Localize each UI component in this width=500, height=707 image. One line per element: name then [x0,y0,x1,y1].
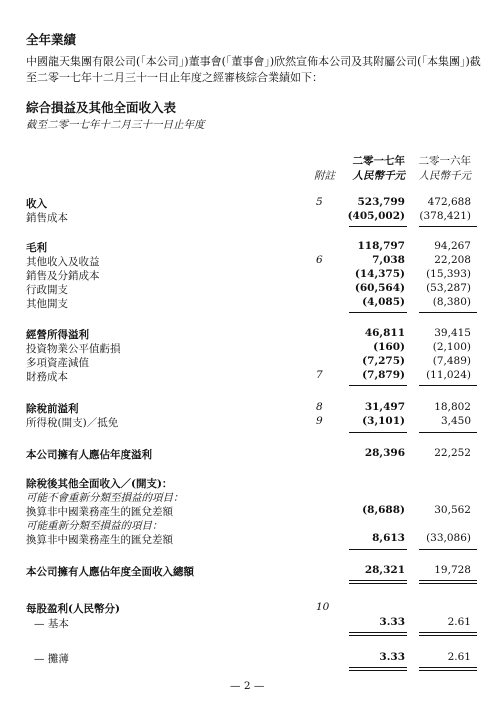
value-2016: 30,562 [434,504,471,516]
row-note: 6 [316,254,323,266]
section-heading: 全年業績 [26,32,77,47]
value-2016: (33,086) [426,532,471,544]
total-rule [349,670,407,671]
value-2017: (7,275) [362,355,405,367]
value-2017: 46,811 [364,327,405,339]
row-label: 除稅後其他全面收入／(開支)： [26,478,173,490]
value-2016: 19,728 [434,564,471,576]
row-label: 換算非中國業務產生的匯兌差額 [26,506,173,518]
value-2017: 523,799 [357,196,405,208]
row-label: 財務成本 [26,371,68,383]
value-2016: 39,415 [434,327,471,339]
total-rule [349,583,407,584]
row-label: 銷售成本 [26,212,68,224]
value-2017: 3.33 [379,651,405,663]
total-rule [419,635,477,636]
subtotal-rule [349,226,407,227]
value-2017: (160) [373,341,405,353]
row-label: 多項資產減值 [26,357,89,369]
header-note: 附註 [314,170,335,182]
value-2016: 94,267 [434,240,471,252]
value-2017: 28,321 [364,564,405,576]
value-2017: (8,688) [362,504,405,516]
row-label: 換算非中國業務產生的匯兌差額 [26,534,173,546]
total-rule [419,632,477,633]
value-2017: (14,375) [354,268,405,280]
row-label: 可能不會重新分類至損益的項目： [26,492,184,504]
header-year-2016: 二零一六年 [418,155,471,167]
subtotal-rule [349,432,407,433]
row-label: 收入 [26,198,47,210]
row-label: 投資物業公平值虧損 [26,343,121,355]
row-label: 本公司擁有人應佔年度全面收入總額 [26,566,194,578]
value-2016: 2.61 [447,616,471,628]
value-2017: (7,879) [362,369,405,381]
row-label: 銷售及分銷成本 [26,270,100,282]
value-2017: 7,038 [372,254,405,266]
value-2017: (60,564) [354,282,405,294]
value-2017: 118,797 [357,240,405,252]
row-label: — 基本 [34,618,69,630]
value-2017: 31,497 [364,401,405,413]
row-note: 7 [316,369,323,381]
value-2017: (3,101) [362,415,405,427]
value-2016: (2,100) [432,341,471,353]
subtotal-rule [419,432,477,433]
row-note: 8 [316,401,323,413]
row-note: 5 [316,196,323,208]
subtotal-rule [349,385,407,386]
value-2016: (11,024) [426,369,471,381]
row-label: 本公司擁有人應佔年度溢利 [26,449,152,461]
value-2016: 2.61 [447,651,471,663]
value-2016: (8,380) [432,296,471,308]
total-rule [349,667,407,668]
total-rule [349,635,407,636]
row-label: 其他收入及收益 [26,256,100,268]
total-rule [349,580,407,581]
value-2016: (53,287) [426,282,471,294]
value-2017: 3.33 [379,616,405,628]
row-label: 每股盈利(人民幣分) [26,603,120,615]
value-2017: (405,002) [347,210,405,222]
subtotal-rule [419,549,477,550]
total-rule [419,670,477,671]
value-2016: 18,802 [434,401,471,413]
subtotal-rule [419,226,477,227]
row-note: 10 [316,601,330,613]
total-rule [349,632,407,633]
value-2016: (378,421) [419,210,471,222]
value-2016: 3,450 [440,415,471,427]
total-rule [419,583,477,584]
header-unit-2016: 人民幣千元 [418,170,471,182]
subtotal-rule [419,385,477,386]
header-year-2017: 二零一七年 [352,155,405,167]
value-2017: (4,085) [362,296,405,308]
row-label: 毛利 [26,242,47,254]
row-label: 行政開支 [26,284,68,296]
subtotal-rule [349,549,407,550]
header-unit-2017: 人民幣千元 [352,170,405,182]
statement-title: 綜合損益及其他全面收入表 [26,100,177,115]
subtotal-rule [419,312,477,313]
value-2016: 472,688 [427,196,471,208]
subtotal-rule [349,312,407,313]
statement-subtitle: 截至二零一七年十二月三十一日止年度 [26,119,205,131]
value-2017: 28,396 [364,447,405,459]
row-label: 經營所得溢利 [26,329,89,341]
total-rule [419,580,477,581]
value-2017: 8,613 [372,532,405,544]
row-note: 9 [316,415,323,427]
row-label: 所得稅(開支)／抵免 [26,417,119,429]
intro-paragraph: 中國龍天集團有限公司(「本公司」)董事會(「董事會」)欣然宣佈本公司及其附屬公司(「本集團」)截至二零一七年十二月三十一日止年度之經審核綜合業績如下： [26,55,481,84]
value-2016: (15,393) [426,268,471,280]
value-2016: 22,208 [434,254,471,266]
value-2016: 22,252 [434,447,471,459]
total-rule [419,667,477,668]
value-2016: (7,489) [432,355,471,367]
row-label: 可能重新分類至損益的項目： [26,520,163,532]
row-label: 除稅前溢利 [26,403,79,415]
page-number: — 2 — [230,680,265,692]
row-label: — 攤薄 [34,653,69,665]
row-label: 其他開支 [26,298,68,310]
